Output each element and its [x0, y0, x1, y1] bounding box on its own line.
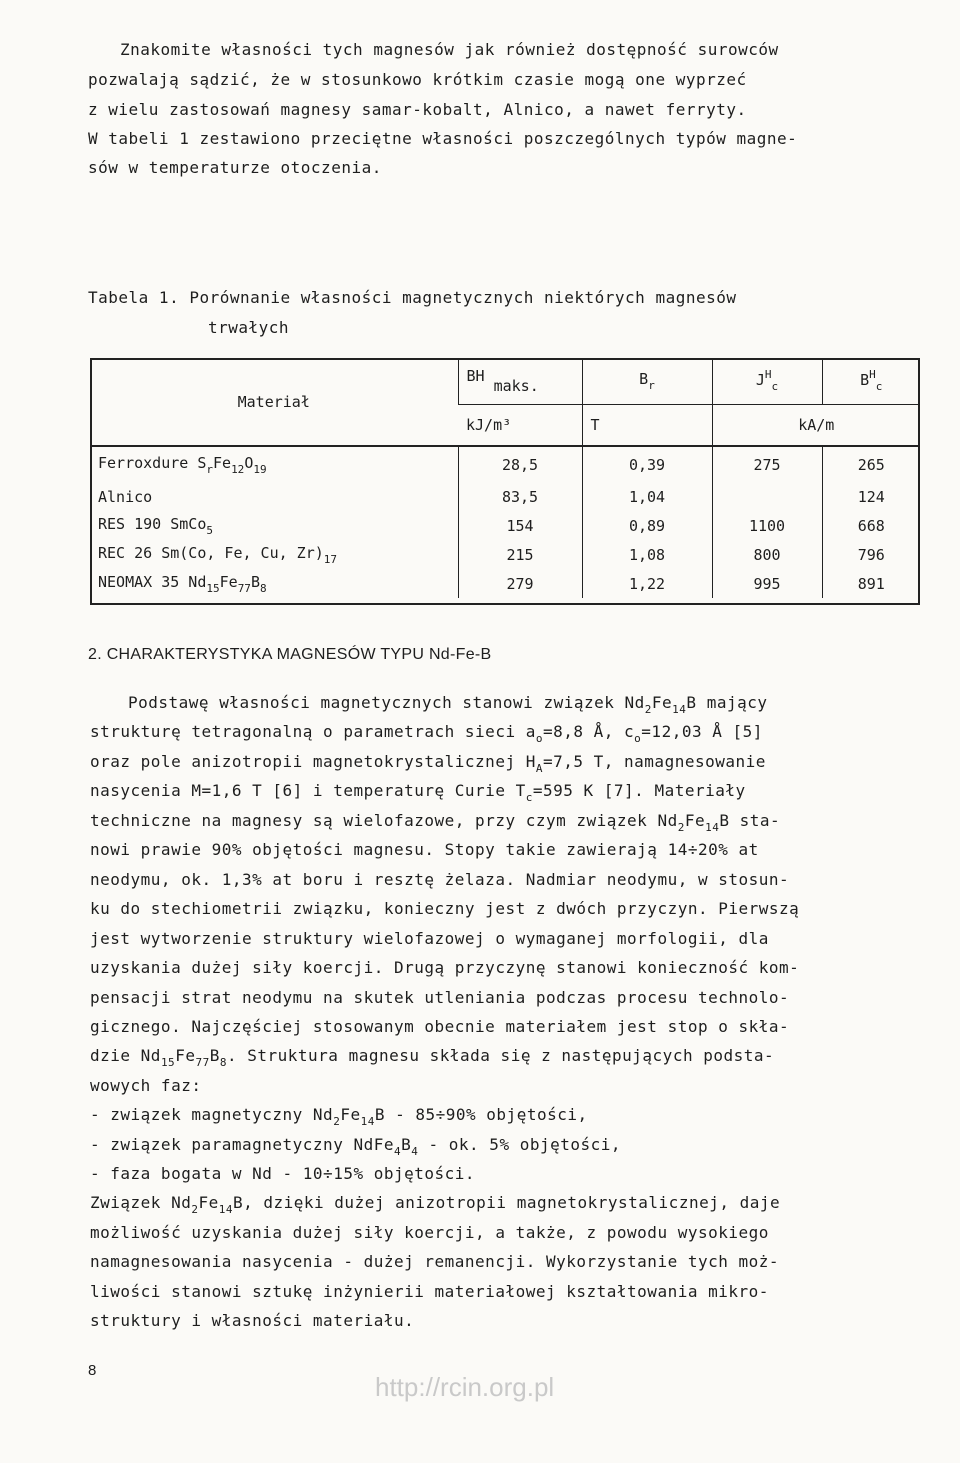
- intro-line: sów w temperaturze otoczenia.: [88, 158, 382, 177]
- row-bh: 83,5: [458, 482, 582, 511]
- row-bhc: 796: [822, 540, 920, 569]
- table-caption-cont: trwałych: [208, 318, 290, 337]
- body-line: możliwość uzyskania dużej siły koercji, a także, z powodu wysokiego: [90, 1223, 769, 1242]
- body-line: namagnesowania nasycenia - dużej remanencji. Wykorzystanie tych moż-: [90, 1252, 780, 1271]
- row-jhc: [712, 482, 822, 511]
- row-material: Ferroxdure $S_rFe_{12}O_{19}$: [90, 446, 458, 482]
- intro-line: z wielu zastosowań magnesy samar-kobalt, Alnico, a nawet ferryty.: [88, 100, 747, 119]
- header-bh: BH maks.: [458, 358, 582, 404]
- row-bhc: 891: [822, 569, 920, 598]
- row-jhc: 995: [712, 569, 822, 598]
- row-bhc: 668: [822, 511, 920, 540]
- intro-line: pozwalają sądzić, że w stosunkowo krótkim czasie mogą one wyprzeć: [88, 70, 747, 89]
- magnet-properties-table: [90, 358, 920, 598]
- header-bhc: $B^H_c$: [822, 358, 920, 404]
- row-bh: 28,5: [458, 446, 582, 482]
- body-line: liwości stanowi sztukę inżynierii materiałowej kształtowania mikro-: [90, 1282, 769, 1301]
- page-number: 8: [88, 1362, 97, 1379]
- row-material: REC 26 Sm(Co, Fe, Cu, $Zr)_{17}$: [98, 543, 338, 566]
- row-br: 1,22: [582, 569, 712, 598]
- list-item: - związek magnetyczny $Nd_2Fe_{14}B - 85\div 90\%$ objętości,: [90, 1105, 588, 1128]
- watermark: http://rcin.org.pl: [375, 1372, 555, 1402]
- row-bh: 215: [458, 540, 582, 569]
- list-item: - faza bogata w Nd - 10÷15% objętości.: [90, 1164, 476, 1183]
- row-bh: 154: [458, 511, 582, 540]
- body-line: gicznego. Najczęściej stosowanym obecnie materiałem jest stop o skła-: [90, 1017, 790, 1036]
- body-line: techniczne na magnesy są wielofazowe, przy czym związek $Nd_2Fe_{14}B$ sta-: [90, 811, 781, 834]
- row-br: 0,39: [582, 446, 712, 482]
- row-bh: 279: [458, 569, 582, 598]
- unit-br: T: [582, 404, 712, 446]
- header-material: Materiał: [237, 392, 310, 411]
- header-jhc: $J^H_c$: [712, 358, 822, 404]
- body-line: dzie $Nd_{15}Fe_{77}B_8$. Struktura magnesu składa się z następujących podsta-: [90, 1046, 775, 1069]
- body-line: oraz pole anizotropii magnetokrystalicznej $H_A=7,5$ T, namagnesowanie: [90, 752, 766, 775]
- row-material: RES 190 SmCo$_5$: [98, 514, 213, 537]
- body-line: struktury i własności materiału.: [90, 1311, 415, 1330]
- body-line: uzyskania dużej siły koercji. Drugą przyczynę stanowi konieczność kom-: [90, 958, 800, 977]
- row-jhc: 800: [712, 540, 822, 569]
- section-title: 2. CHARAKTERYSTYKA MAGNESÓW TYPU Nd-Fe-B: [88, 646, 492, 663]
- row-br: 0,89: [582, 511, 712, 540]
- unit-bh: kJ/m³: [458, 404, 582, 446]
- row-jhc: 1100: [712, 511, 822, 540]
- header-br: $B_r$: [582, 358, 712, 404]
- row-material: Alnico: [98, 487, 153, 506]
- body-line: Podstawę własności magnetycznych stanowi związek $Nd_2Fe_{14}B$ mający: [128, 693, 768, 716]
- body-line: Związek $Nd_2Fe_{14}B$, dzięki dużej anizotropii magnetokrystalicznej, daje: [90, 1193, 781, 1216]
- body-line: neodymu, ok. 1,3% at boru i resztę żelaza. Nadmiar neodymu, w stosun-: [90, 870, 790, 889]
- table-caption: Tabela 1. Porównanie własności magnetycznych niektórych magnesów: [88, 288, 737, 307]
- row-br: 1,08: [582, 540, 712, 569]
- body-line: jest wytworzenie struktury wielofazowej o wymaganej morfologii, dla: [90, 929, 769, 948]
- row-jhc: 275: [712, 446, 822, 482]
- body-line: strukturę tetragonalną o parametrach sieci $a_o=8,8$ Å, $c_o=12,03$ Å [5]: [90, 722, 763, 745]
- body-line: pensacji strat neodymu na skutek utleniania podczas procesu technolo-: [90, 988, 790, 1007]
- intro-line: W tabeli 1 zestawiono przeciętne własności poszczególnych typów magne-: [88, 129, 798, 148]
- row-bhc: 124: [822, 482, 920, 511]
- body-line: nowi prawie 90% objętości magnesu. Stopy takie zawierają 14÷20% at: [90, 840, 759, 859]
- body-line: nasycenia M=1,6 T [6] i temperaturę Curie $T_c=595$ K [7]. Materiały: [90, 781, 746, 804]
- row-material: NEOMAX 35 $Nd_{15}Fe_{77}B_8$: [98, 572, 267, 595]
- body-line: ku do stechiometrii związku, konieczny jest z dwóch przyczyn. Pierwszą: [90, 899, 800, 918]
- list-item: - związek paramagnetyczny $NdFe_4B_4$ - ok. 5% objętości,: [90, 1135, 622, 1158]
- unit-hc: kA/m: [712, 404, 920, 446]
- row-bhc: 265: [822, 446, 920, 482]
- body-line: wowych faz:: [90, 1076, 202, 1095]
- intro-line: Znakomite własności tych magnesów jak również dostępność surowców: [120, 40, 779, 59]
- row-br: 1,04: [582, 482, 712, 511]
